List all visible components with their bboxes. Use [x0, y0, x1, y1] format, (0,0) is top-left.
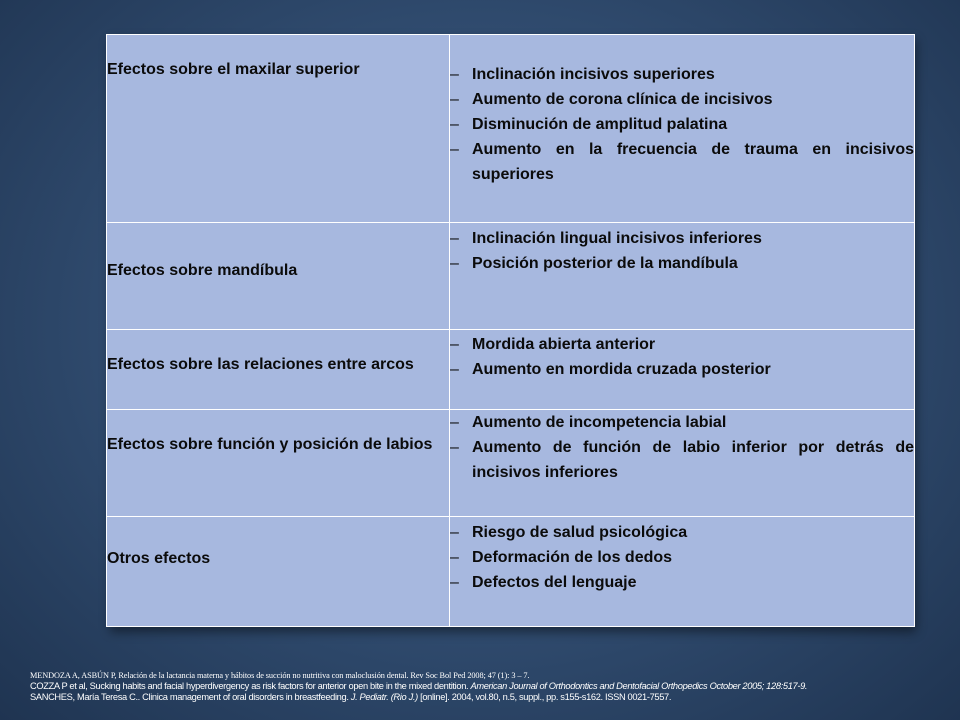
- list-item: – Aumento en la frecuencia de trauma en incisivos superiores: [450, 137, 914, 187]
- list-item: – Aumento en mordida cruzada posterior: [450, 357, 914, 382]
- references: [30, 670, 940, 703]
- row-label: Efectos sobre el maxilar superior: [107, 61, 360, 78]
- row-label-cell: [107, 35, 450, 223]
- row-items-cell: [450, 517, 915, 627]
- row-label: Efectos sobre las relaciones entre arcos: [107, 356, 414, 373]
- dash-icon: –: [450, 574, 459, 591]
- list-item: – Defectos del lenguaje: [450, 570, 914, 595]
- table-row: [107, 223, 915, 330]
- effects-list: [450, 330, 914, 382]
- effects-table: [106, 34, 912, 626]
- table-row: [107, 517, 915, 627]
- table-row: [107, 330, 915, 410]
- row-label-cell: [107, 517, 450, 627]
- row-label-cell: [107, 330, 450, 410]
- list-item: – Posición posterior de la mandíbula: [450, 251, 914, 276]
- list-item: – Aumento de incompetencia labial: [450, 410, 914, 435]
- row-label: Efectos sobre función y posición de labios: [107, 436, 433, 453]
- effects-list: [450, 517, 914, 595]
- list-item: – Inclinación lingual incisivos inferiores: [450, 226, 914, 251]
- row-label: Otros efectos: [107, 550, 211, 567]
- list-item: – Disminución de amplitud palatina: [450, 112, 914, 137]
- reference-2: COZZA P et al, Sucking habits and facial hyperdivergency as risk factors for anterior open bite in the mixed dentition. American Journal of Orthodontics and Dentofacial Orthopedics October 2005; 128:517-9.: [30, 681, 808, 691]
- dash-icon: –: [450, 91, 459, 108]
- list-item: – Riesgo de salud psicológica: [450, 520, 914, 545]
- dash-icon: –: [450, 336, 459, 353]
- effects-list: [450, 410, 914, 485]
- dash-icon: –: [450, 116, 459, 133]
- row-label-cell: [107, 223, 450, 330]
- row-label-cell: [107, 410, 450, 517]
- dash-icon: –: [450, 439, 459, 456]
- dash-icon: –: [450, 141, 459, 158]
- row-items-cell: [450, 410, 915, 517]
- dash-icon: –: [450, 524, 459, 541]
- dash-icon: –: [450, 361, 459, 378]
- row-items-cell: [450, 35, 915, 223]
- list-item: – Deformación de los dedos: [450, 545, 914, 570]
- dash-icon: –: [450, 549, 459, 566]
- dash-icon: –: [450, 414, 459, 431]
- list-item: – Mordida abierta anterior: [450, 332, 914, 357]
- table-row: [107, 410, 915, 517]
- table-row: [107, 35, 915, 223]
- row-items-cell: [450, 330, 915, 410]
- row-items-cell: [450, 223, 915, 330]
- row-label: Efectos sobre mandíbula: [107, 262, 298, 279]
- reference-1: MENDOZA A, ASBÚN P, Relación de la lactancia materna y hábitos de succión no nutritiva con maloclusión dental. Rev Soc Bol Ped 2008; 47 (1): 3 – 7.: [30, 671, 530, 680]
- effects-list: [450, 35, 914, 187]
- effects-list: [450, 223, 914, 276]
- dash-icon: –: [450, 230, 459, 247]
- reference-3: SANCHES, María Teresa C.. Clinica management of oral disorders in breastfeeding. J. Pediatr. (Rio J.) [online]. 2004, vol.80, n.5, suppl., pp. s155-s162. ISSN 0021-7557.: [30, 692, 672, 702]
- list-item: – Aumento de función de labio inferior por detrás de incisivos inferiores: [450, 435, 914, 485]
- dash-icon: –: [450, 66, 459, 83]
- list-item: – Aumento de corona clínica de incisivos: [450, 87, 914, 112]
- list-item: – Inclinación incisivos superiores: [450, 62, 914, 87]
- dash-icon: –: [450, 255, 459, 272]
